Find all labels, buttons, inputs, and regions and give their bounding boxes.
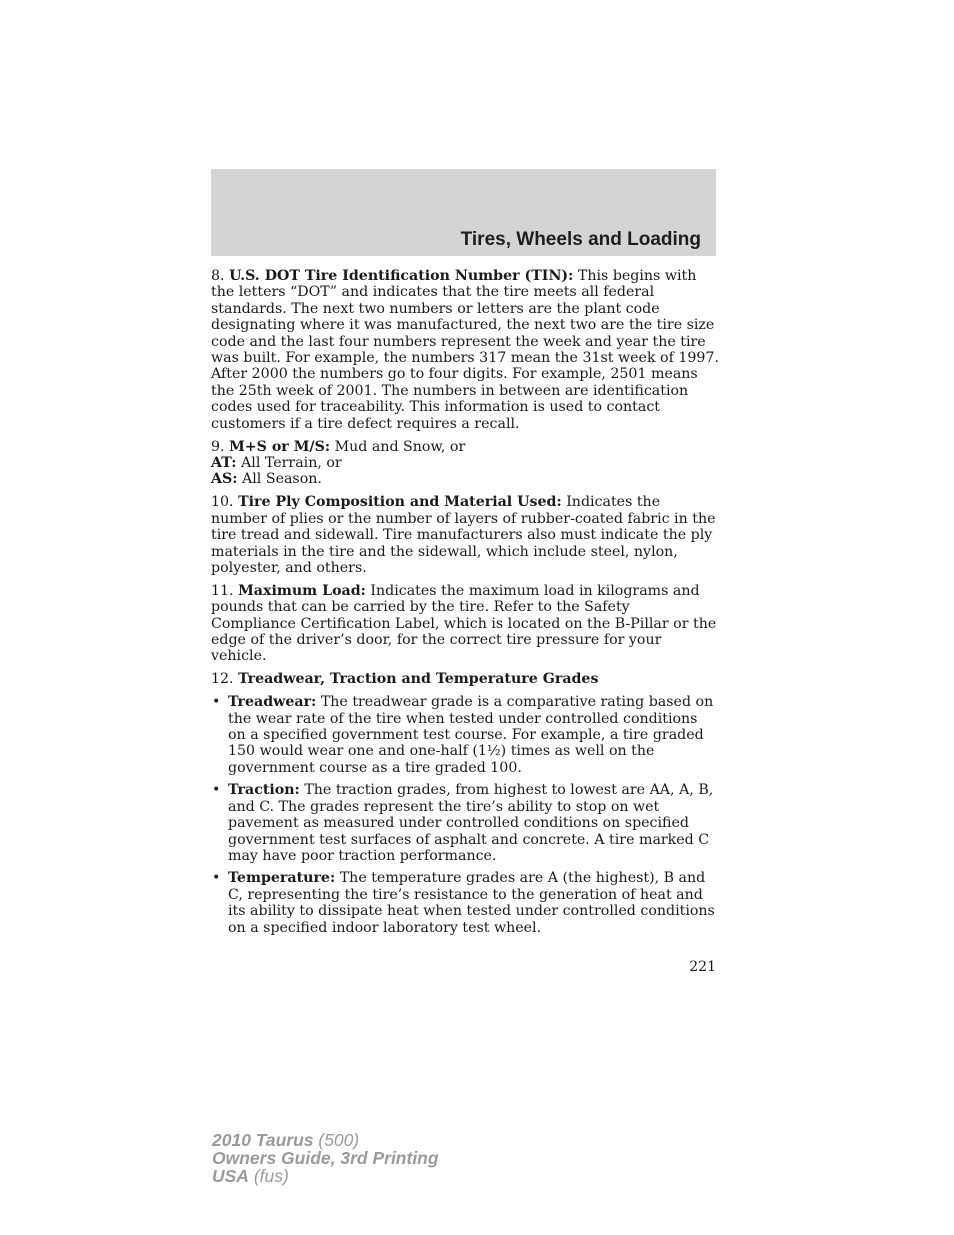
bullet-temperature-label: Temperature: bbox=[228, 870, 336, 887]
item-11-number: 11. bbox=[211, 582, 234, 599]
item-10-paragraph bbox=[211, 494, 719, 576]
item-8-paragraph bbox=[211, 268, 719, 432]
bullet-temperature-text: The temperature grades are A (the highest), B and C, representing the tire’s resistance to the generation of heat and its ability to dissipate heat when tested under controlled conditions on a specified indoor laboratory test wheel. bbox=[228, 870, 715, 936]
footer-region-line bbox=[212, 1167, 439, 1185]
footer-model-line bbox=[212, 1131, 439, 1149]
item-9-at-text: All Terrain, or bbox=[241, 454, 342, 471]
item-12-number: 12. bbox=[211, 671, 234, 688]
footer-region-code: (fus) bbox=[253, 1166, 289, 1186]
grades-bullet-list bbox=[211, 694, 719, 936]
section-title: Tires, Wheels and Loading bbox=[460, 229, 701, 250]
item-12-label: Treadwear, Traction and Temperature Grades bbox=[238, 671, 599, 688]
page-content bbox=[211, 268, 719, 942]
bullet-temperature bbox=[211, 870, 719, 936]
footer-guide-line bbox=[212, 1149, 439, 1167]
bullet-traction-text: The traction grades, from highest to lowest are AA, A, B, and C. The grades represent the tire’s ability to stop on wet pavement as measured under controlled conditions on specified government test surfaces of asphalt and concrete. A tire marked C may have poor traction performance. bbox=[228, 782, 714, 864]
item-10-text: Indicates the number of plies or the number of layers of rubber-coated fabric in the tire tread and sidewall. Tire manufacturers also must indicate the ply materials in the tire and the sidewall, which include steel, nylon, polyester, and others. bbox=[211, 494, 716, 576]
footer-model-code: (500) bbox=[318, 1130, 360, 1150]
item-10-label: Tire Ply Composition and Material Used: bbox=[238, 494, 562, 511]
item-9-at-line bbox=[211, 455, 719, 471]
bullet-dot-icon: • bbox=[212, 782, 221, 799]
bullet-dot-icon: • bbox=[212, 870, 221, 887]
item-8-number: 8. bbox=[211, 268, 225, 284]
item-8-label: U.S. DOT Tire Identification Number (TIN): bbox=[229, 268, 574, 284]
item-11-paragraph bbox=[211, 583, 719, 665]
bullet-traction bbox=[211, 782, 719, 864]
item-11-text: Indicates the maximum load in kilograms and pounds that can be carried by the tire. Refer to the Safety Compliance Certification Label, which is located on the B-Pillar or the edge of the driver’s door, for the correct tire pressure for your vehicle. bbox=[211, 582, 717, 665]
bullet-treadwear-label: Treadwear: bbox=[228, 694, 317, 711]
section-header-band bbox=[211, 169, 716, 256]
item-10-number: 10. bbox=[211, 494, 234, 511]
footer-imprint bbox=[212, 1131, 439, 1185]
bullet-treadwear bbox=[211, 694, 719, 776]
footer-guide: Owners Guide, 3rd Printing bbox=[212, 1148, 439, 1168]
item-9-at-label: AT: bbox=[211, 454, 237, 471]
item-9-ms-text: Mud and Snow, or bbox=[334, 438, 466, 455]
item-9-as-line bbox=[211, 471, 719, 487]
item-8-text: This begins with the letters “DOT” and indicates that the tire meets all federal standards. The next two numbers or letters are the plant code designating where it was manufactured, the next two are the tire size code and the last four numbers represent the week and year the tire was built. For example, the numbers 317 mean the 31st week of 1997. After 2000 the numbers go to four digits. For example, 2501 means the 25th week of 2001. The numbers in between are identification codes used for traceability. This information is used to contact customers if a tire defect requires a recall. bbox=[211, 268, 719, 432]
bullet-traction-label: Traction: bbox=[228, 782, 300, 799]
item-9-as-label: AS: bbox=[211, 471, 238, 488]
item-9-number: 9. bbox=[211, 438, 225, 455]
footer-region: USA bbox=[212, 1166, 249, 1186]
bullet-treadwear-text: The treadwear grade is a comparative rating based on the wear rate of the tire when tested under controlled conditions on a specified government test course. For example, a tire graded 150 would wear one and one-half (1½) times as well on the government course as a tire graded 100. bbox=[228, 694, 714, 776]
item-11-label: Maximum Load: bbox=[238, 582, 366, 599]
bullet-dot-icon: • bbox=[212, 694, 221, 711]
item-9-ms-line bbox=[211, 439, 719, 455]
item-12-paragraph bbox=[211, 671, 719, 687]
item-9-paragraph bbox=[211, 439, 719, 488]
item-9-as-text: All Season. bbox=[242, 471, 322, 488]
page-number: 221 bbox=[689, 959, 716, 975]
item-9-ms-label: M+S or M/S: bbox=[229, 438, 331, 455]
footer-model: 2010 Taurus bbox=[212, 1130, 314, 1150]
